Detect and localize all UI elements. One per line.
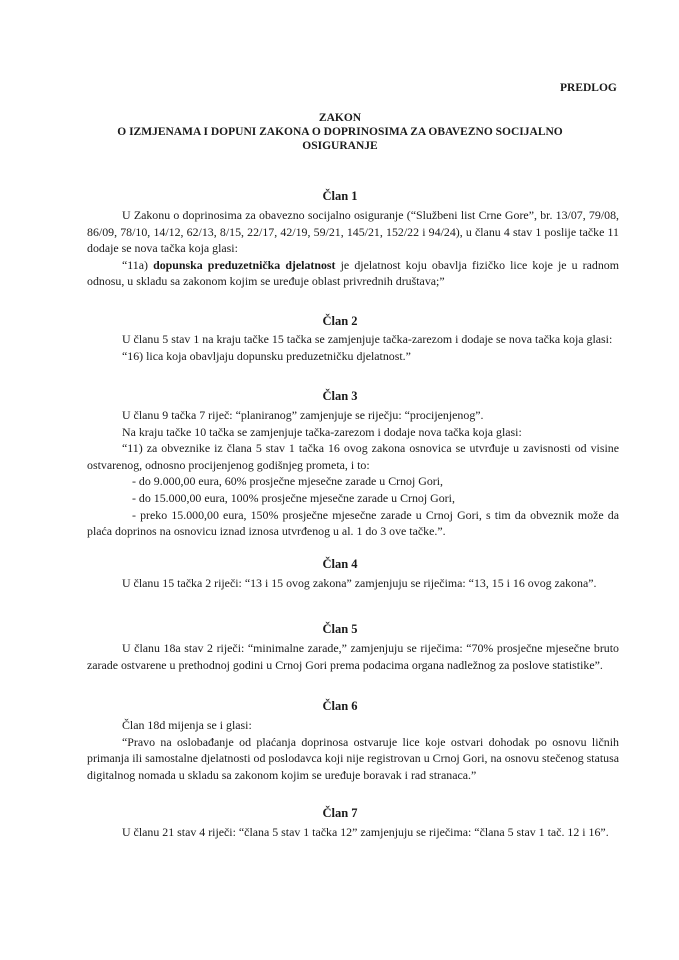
clan-4-paragraph-1: U članu 15 tačka 2 riječi: “13 i 15 ovog zakona” zamjenjuju se riječima: “13, 15 i 16 ovog zakona”. [122, 576, 597, 590]
clan-3-paragraph-2: Na kraju tačke 10 tačka se zamjenjuje tačka-zarezom i dodaje nova tačka koja glasi: [122, 424, 522, 439]
clan-5-paragraph-1: U članu 18a stav 2 riječi: “minimalne zarade,” zamjenjuju se riječima: “70% prosječne mjesečne bruto zarade ostvarene u prethodnoj godini u Crnoj Gori prema podacima organa nadležnog za poslove statistike”. [87, 641, 619, 672]
clan-3-paragraph-1: U članu 9 tačka 7 riječ: “planiranog” zamjenjuje se riječju: “procijenjenog”. [122, 408, 484, 422]
clan-1-p2-rest: je djelatnost koju obavlja fizičko lice koje je u radnom odnosu, u skladu sa zakonom kojim se uređuje oblast privrednih društava;” [87, 257, 620, 289]
clan-1-heading: Član 1 [322, 189, 358, 203]
clan-5-heading: Član 5 [322, 622, 358, 636]
clan-3-item-3: - preko 15.000,00 eura, 150% prosječne mjesečne zarade u Crnoj Gori, s tim da obveznik može da plaća doprinos na osnovicu iznad iznosa utvrđenog u al. 1 do 3 ove tačke.”. [87, 507, 619, 539]
clan-2-heading: Član 2 [322, 314, 358, 328]
clan-1-p2-term: dopunska preduzetnička djelatnost [153, 257, 336, 272]
document-title [100, 111, 580, 153]
clan-6-paragraph-1: Član 18d mijenja se i glasi: [122, 718, 252, 732]
clan-2-paragraph-2: “16) lica koja obavljaju dopunsku preduzetničku djelatnost.” [122, 348, 411, 363]
clan-1-body [87, 207, 619, 290]
clan-6-heading: Član 6 [322, 699, 358, 713]
clan-3-item-2: - do 15.000,00 eura, 100% prosječne mjesečne zarade u Crnoj Gori, [132, 490, 455, 505]
clan-1-paragraph-2 [87, 257, 619, 290]
title-line-1: ZAKON [318, 112, 362, 124]
predlog-label: PREDLOG [560, 82, 617, 94]
clan-6-body [87, 717, 619, 783]
title-line-3: OSIGURANJE [302, 140, 378, 152]
clan-3-heading: Član 3 [322, 389, 358, 403]
clan-7-body [87, 824, 619, 841]
clan-2-paragraph-1: U članu 5 stav 1 na kraju tačke 15 tačka se zamjenjuje tačka-zarezom i dodaje se nova tačka koja glasi: [122, 332, 613, 346]
clan-3-body [87, 407, 619, 540]
clan-4-heading: Član 4 [322, 557, 358, 571]
clan-3-item-1: - do 9.000,00 eura, 60% prosječne mjesečne zarade u Crnoj Gori, [132, 474, 444, 489]
title-line-2: O IZMJENAMA I DOPUNI ZAKONA O DOPRINOSIMA ZA OBAVEZNO SOCIJALNO [117, 126, 563, 138]
clan-1-p2-prefix: “11a) [122, 257, 154, 272]
clan-1-paragraph-1: U Zakonu o doprinosima za obavezno socijalno osiguranje (“Službeni list Crne Gore”, br. 13/07, 79/08, 86/09, 78/10, 14/12, 62/13, 8/15, 22/17, 42/19, 59/21, 145/21, 152/22 i 94/24), u članu 4 stav 1 poslije tačke 11 dodaje se nova tačka koja glasi: [87, 208, 619, 256]
clan-4-body [87, 575, 619, 592]
clan-7-heading: Član 7 [322, 806, 358, 820]
clan-6-paragraph-2: “Pravo na oslobađanje od plaćanja doprinosa ostvaruje lice koje ostvari dohodak po osnovu ličnih primanja ili samostalne djelatnosti od poslodavca koji nije registrovan u Crnoj Gori, na osnovu stečenog statusa digitalnog nomada u skladu sa zakonom kojim se uređuje boravak i rad stranaca.” [87, 734, 619, 782]
clan-3-paragraph-3: “11) za obveznike iz člana 5 stav 1 tačka 16 ovog zakona osnovica se utvrđuje u zavisnosti od visine ostvarenog, odnosno procijenjenog godišnjeg prometa, i to: [87, 441, 619, 472]
clan-5-body [87, 640, 619, 673]
clan-7-paragraph-1: U članu 21 stav 4 riječi: “člana 5 stav 1 tačka 12” zamjenjuju se riječima: “člana 5 stav 1 tač. 12 i 16”. [122, 825, 609, 839]
clan-2-body [87, 331, 619, 364]
